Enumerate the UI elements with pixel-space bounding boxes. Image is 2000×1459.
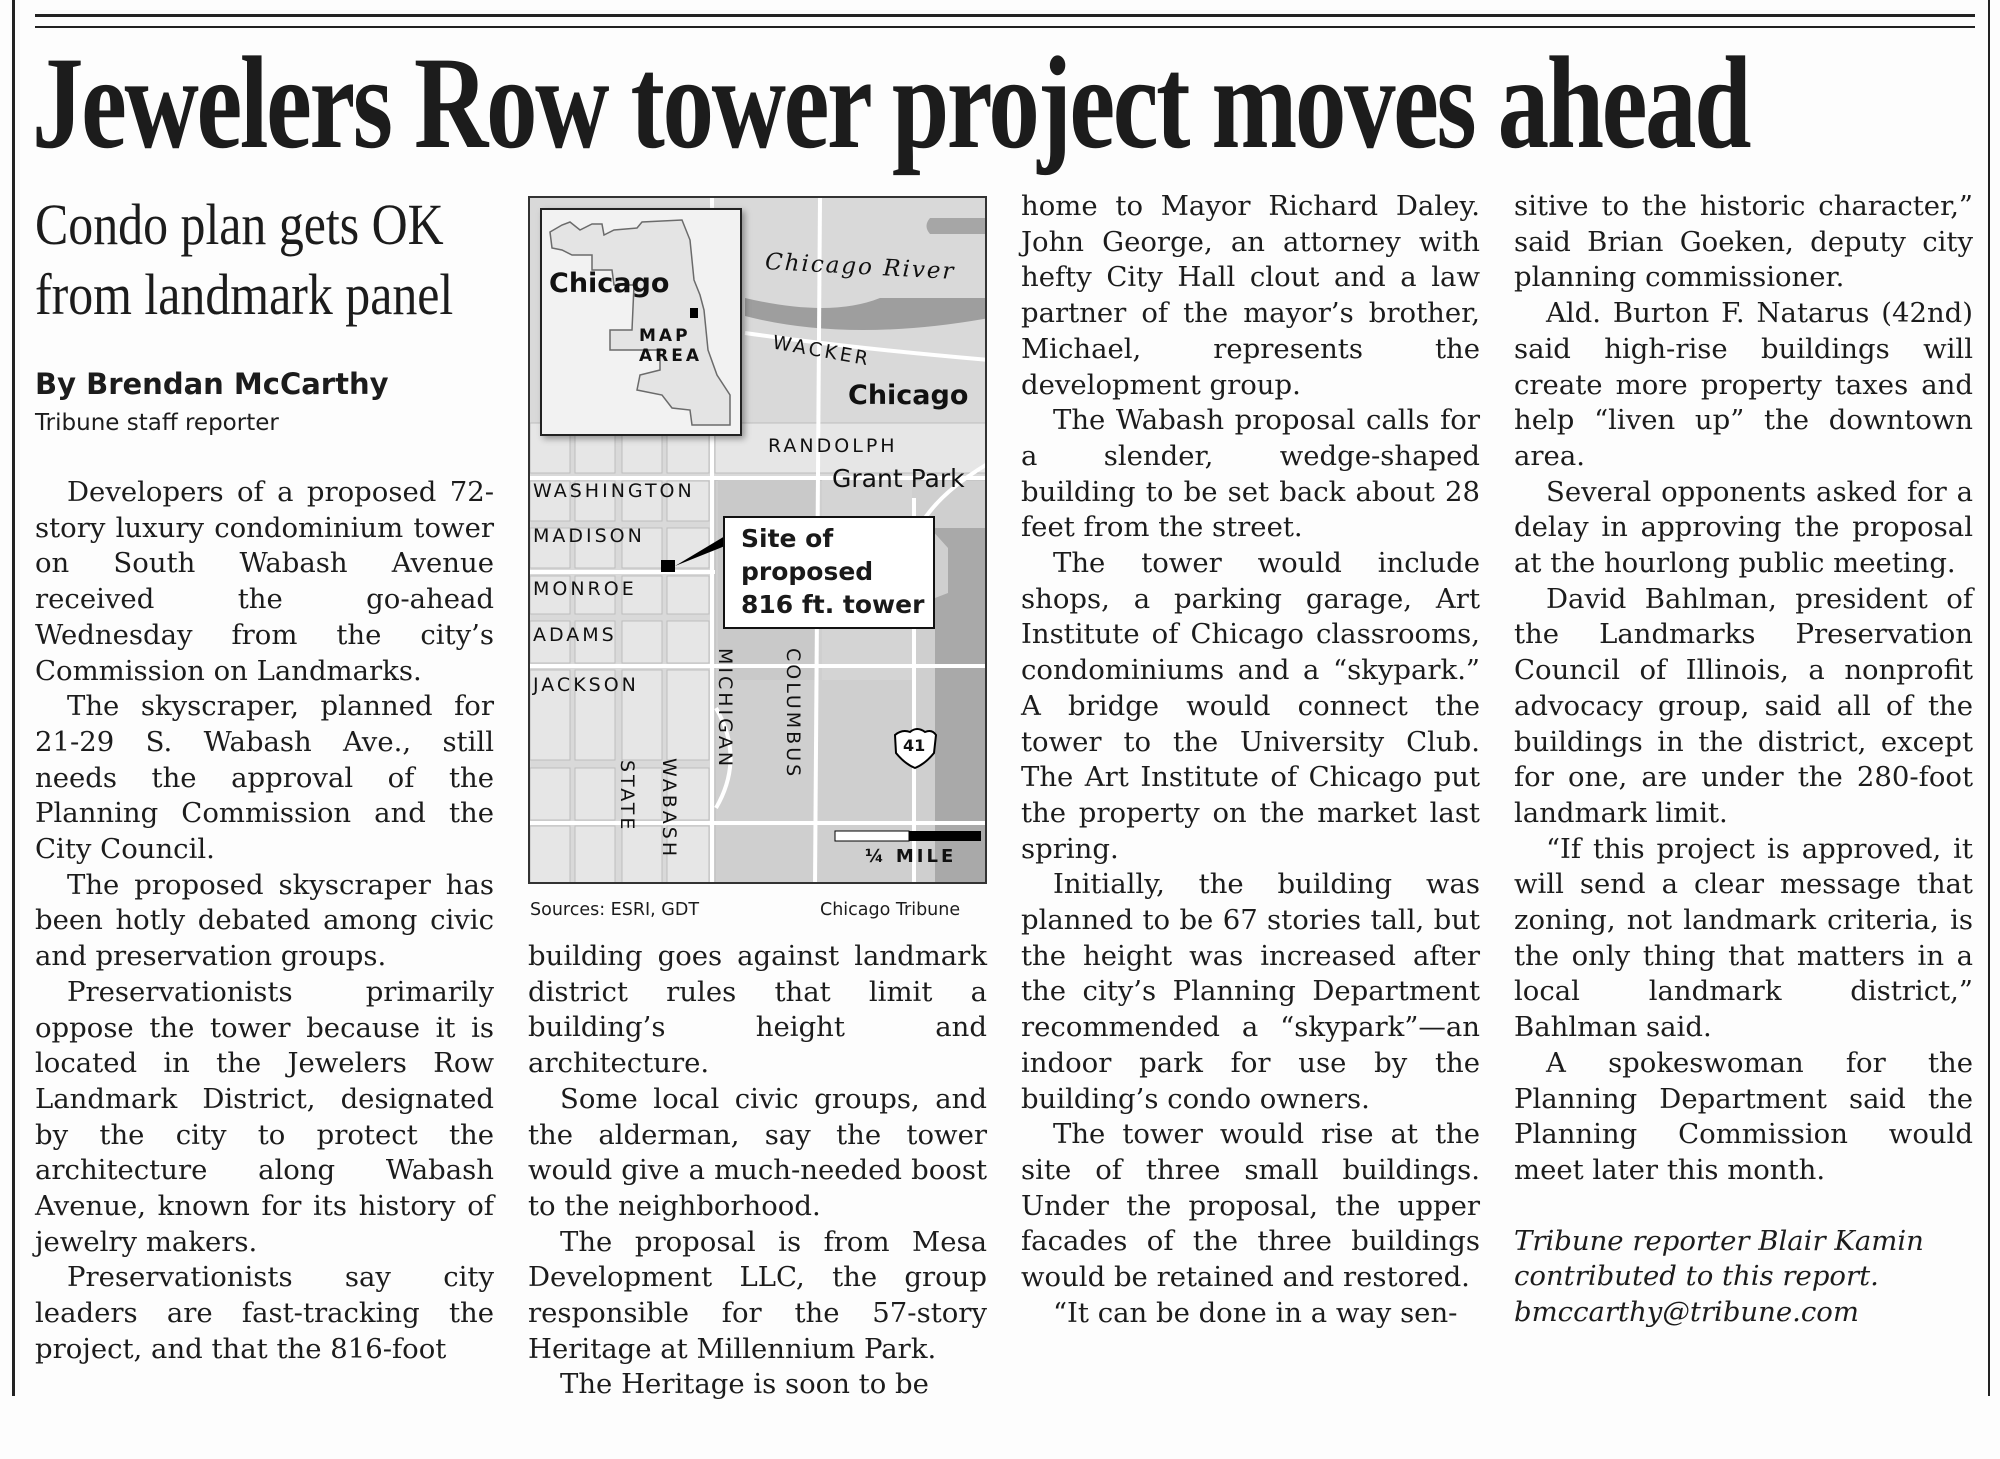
article-paragraph: Preservationists primarily oppose the tower because it is located in the Jewelers Row Landmark District, designated by the city to protect the architecture along Wabash Avenue, known for its history of jewelry makers.: [35, 975, 494, 1258]
byline-role: Tribune staff reporter: [35, 410, 279, 436]
street-label-washington: WASHINGTON: [533, 480, 695, 502]
top-thick-rule: [35, 14, 1975, 17]
article-paragraph: The tower would include shops, a parking garage, Art Institute of Chicago classrooms, condominiums and a “skypark.” A bridge would connect the tower to the University Club. The Art Institute of Chicago put the property on the market last spring.: [1021, 547, 1480, 865]
article-column-3: [1021, 189, 1480, 1332]
street-label-madison: MADISON: [533, 525, 645, 547]
article-paragraph: The Wabash proposal calls for a slender, wedge-shaped building to be set back about 28 feet from the street.: [1021, 404, 1480, 544]
site-callout: [723, 516, 935, 629]
park-label: Grant Park: [832, 464, 965, 493]
article-paragraph: “It can be done in a way sen-: [1053, 1296, 1458, 1329]
callout-line-2: proposed: [741, 557, 874, 586]
inset-city-label: Chicago: [549, 268, 670, 299]
article-paragraph: A spokeswoman for the Planning Department said the Planning Commission would meet later this month.: [1514, 1046, 1973, 1186]
callout-line-1: Site of: [741, 524, 834, 553]
river-upper: [927, 218, 988, 234]
street-label-columbus: COLUMBUS: [782, 648, 804, 780]
map-block: [575, 768, 615, 820]
contributor-credit: Tribune reporter Blair Kamin contributed to this report. bmccarthy@tribune.com: [1514, 1224, 1924, 1329]
deck-line-1: Condo plan gets OK: [35, 192, 444, 257]
map-area-marker: [690, 308, 698, 318]
river-label: Chicago River: [764, 249, 957, 285]
article-paragraph: Some local civic groups, and the alderman, say the tower would give a much-needed boost to the neighborhood.: [528, 1082, 987, 1222]
article-paragraph: The proposed skyscraper has been hotly debated among civic and preservation groups.: [35, 868, 494, 973]
street-label-jackson: JACKSON: [533, 674, 639, 696]
article-paragraph: Several opponents asked for a delay in approving the proposal at the hourlong public meeting.: [1514, 475, 1973, 580]
top-thin-rule: [35, 26, 1975, 28]
map-block: [667, 621, 709, 663]
street-label-adams: ADAMS: [533, 624, 617, 646]
article-paragraph: Ald. Burton F. Natarus (42nd) said high-rise buildings will create more property taxes and help “liven up” the downtown area.: [1514, 297, 1973, 472]
article-paragraph: The Heritage is soon to be: [560, 1368, 929, 1401]
map-block: [622, 621, 662, 663]
byline: By Brendan McCarthy: [35, 367, 389, 401]
article-paragraph: David Bahlman, president of the Landmarks Preservation Council of Illinois, a nonprofit advocacy group, said all of the buildings in the district, except for one, are under the 280-foot landmark limit.: [1514, 582, 1973, 829]
deck-line-2: from landmark panel: [35, 262, 454, 327]
street-label-wabash: WABASH: [658, 758, 680, 860]
inset-map-area-label-2: AREA: [639, 346, 703, 366]
callout-line-3: 816 ft. tower: [741, 590, 925, 619]
article-paragraph: Initially, the building was planned to be 67 stories tall, but the height was increased after the city’s Planning Department recommended a “skypark”—an indoor park for use by the building’s condo owners.: [1021, 868, 1480, 1115]
chicago-outline-icon: [542, 210, 740, 434]
inset-map: [540, 208, 742, 436]
map-block: [575, 826, 615, 884]
scale-bar-white: [835, 831, 909, 841]
scale-bar-black: [909, 831, 981, 841]
article-column-4: [1514, 189, 1973, 1331]
street-label-monroe: MONROE: [533, 578, 637, 600]
map-block: [530, 826, 570, 884]
locator-map: [528, 196, 987, 884]
article-paragraph: The tower would rise at the site of three small buildings. Under the proposal, the upper facades of the three buildings would be retained and restored.: [1021, 1118, 1480, 1294]
map-credit: Chicago Tribune: [820, 900, 961, 920]
map-block: [667, 670, 709, 760]
street-label-wacker: WACKER: [770, 331, 873, 371]
city-label: Chicago: [848, 380, 969, 411]
article-paragraph: “If this project is approved, it will send a clear message that zoning, not landmark criteria, is the only thing that matters in a local landmark district,” Bahlman said.: [1514, 832, 1973, 1044]
left-border-rule: [12, 0, 15, 1396]
map-block: [622, 826, 662, 884]
deck-headline: [35, 190, 454, 330]
article-column-2: [528, 939, 987, 1403]
article-column-1: [35, 475, 494, 1368]
map-block: [530, 768, 570, 820]
article-paragraph: Preservationists say city leaders are fast-tracking the project, and that the 816-foot: [35, 1261, 494, 1365]
scale-bar-label: ¼ MILE: [865, 846, 957, 867]
article-paragraph: home to Mayor Richard Daley. John George, an attorney with hefty City Hall clout and a law partner of the mayor’s brother, Michael, represents the development group.: [1021, 190, 1480, 401]
article-paragraph: The skyscraper, planned for 21-29 S. Wabash Ave., still needs the approval of the Planning Commission and the City Council.: [35, 690, 494, 866]
article-paragraph: sitive to the historic character,” said Brian Goeken, deputy city planning commissioner.: [1514, 190, 1973, 294]
street-label-state: STATE: [616, 760, 638, 833]
headline: Jewelers Row tower project moves ahead: [32, 29, 1750, 176]
us-41-shield-label: 41: [903, 736, 926, 755]
street-label-michigan: MICHIGAN: [714, 648, 736, 770]
article-paragraph: building goes against landmark district rules that limit a building’s height and architecture.: [528, 940, 987, 1080]
article-paragraph: Developers of a proposed 72-story luxury condominium tower on South Wabash Avenue received the go-ahead Wednesday from the city’s Commission on Landmarks.: [35, 476, 494, 687]
street-label-randolph: RANDOLPH: [768, 435, 898, 457]
map-block: [667, 576, 709, 614]
article-paragraph: The proposal is from Mesa Development LLC, the group responsible for the 57-story Heritage at Millennium Park.: [528, 1225, 987, 1365]
site-marker: [661, 560, 675, 572]
right-border-rule: [1988, 0, 1990, 1396]
map-sources: Sources: ESRI, GDT: [530, 900, 700, 920]
inset-map-area-label-1: MAP: [639, 326, 691, 346]
chicago-river-shape: [745, 298, 987, 330]
